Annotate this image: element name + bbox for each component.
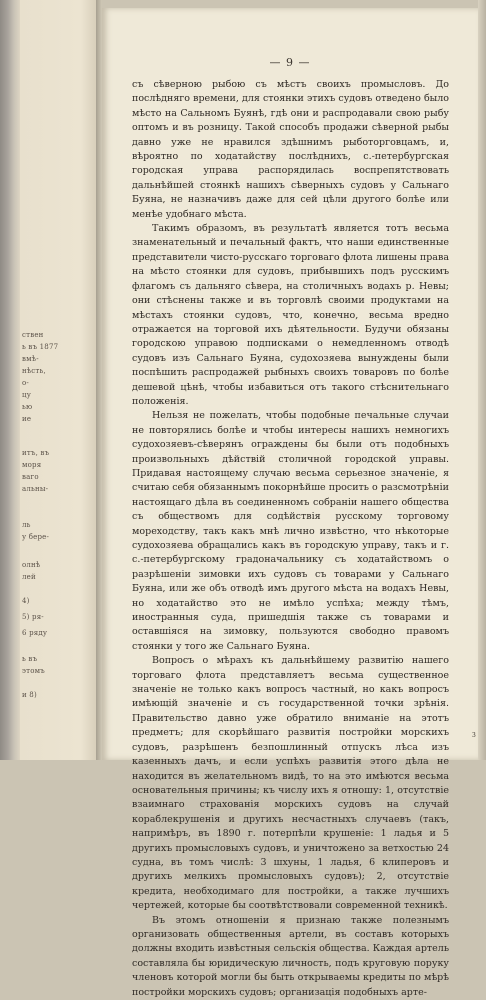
left-page-fragment: этомъ	[22, 667, 45, 675]
paragraph: съ сѣверною рыбою съ мѣстъ своихъ промысловъ. До послѣдняго времени, для стоянки этихъ судовъ отведено было мѣсто на Сальномъ Буянѣ, гдѣ они и распродавали свою рыбу оптомъ и въ розницу. Такой способъ продажи сѣверной рыбы давно уже не нравился здѣшнимъ рыботорговцамъ, и, вѣроятно по ходатайству послѣднихъ, с.-петербургская городская управа распорядилась воспрепятствовать дальнѣйшей стоянкѣ нашихъ сѣверныхъ судовъ у Сальнаго Буяна, не назначивъ даже для сей цѣли другого болѣе или менѣе удобнаго мѣста.	[132, 79, 449, 220]
left-page-fragment: ваго	[22, 473, 39, 481]
left-page-fragment: 5) ря-	[22, 613, 44, 621]
left-page-fragment: ью	[22, 403, 33, 411]
right-page-edge	[478, 0, 486, 760]
left-page-fragment: цу	[22, 391, 32, 399]
left-page-fragment: о-	[22, 379, 29, 387]
left-page-fragment: 4)	[22, 597, 30, 605]
paragraph: Вопросъ о мѣрахъ къ дальнѣйшему развитію нашего торговаго флота представляетъ весьма существенное значеніе не только какъ вопросъ частный, но какъ вопросъ имѣющій значеніе и съ государственной точки зрѣнія. Правительство давно уже обратило вниманіе на этотъ предметъ; для скорѣйшаго развитія постройки морскихъ судовъ, разрѣшенъ безпошлинный отпускъ лѣса изъ казенныхъ дачъ, и если успѣхъ развитія этого дѣла не находится въ желательномъ видѣ, то на это имѣются весьма основательныя причины; къ числу ихъ я отношу: 1, отсутствіе взаимнаго страхованія морскихъ судовъ на случай кораблекрушенія и другихъ несчастныхъ случаевъ (такъ, напримѣръ, въ 1890 г. потерпѣли крушеніе: 1 ладья и 5 другихъ промысловыхъ судовъ, и уничтожено за ветхостью 24 судна, въ томъ числѣ: 3 шхуны, 1 ладья, 6 клиперовъ и другихъ мелкихъ промысловыхъ судовъ); 2, отсутствіе кредита, необходимаго для постройки, а также лучшихъ чертежей, которые бы соотвѣтствовали современной техникѣ.	[132, 655, 449, 912]
paragraph: Такимъ образомъ, въ результатѣ является тотъ весьма знаменательный и печальный фактъ, что наши единственные представители чисто-русскаго торговаго флота лишены права на мѣсто стоянки для судовъ, прибывшихъ подъ русскимъ флагомъ съ дальняго сѣвера, на столичныхъ водахъ р. Невы; они стѣснены также и въ торговлѣ своими продуктами на мѣстахъ стоянки судовъ, что, конечно, весьма вредно отражается на торговой ихъ дѣятельности. Будучи обязаны городскою управою подписками о немедленномъ отводѣ судовъ изъ Сальнаго Буяна, судохозяева вынуждены были поспѣшить распродажей рыбныхъ своихъ товаровъ по болѣе дешевой цѣнѣ, чтобы избавиться отъ такого стѣснительнаго положенія.	[132, 223, 449, 407]
body-text	[132, 78, 449, 1000]
paragraph: Въ этомъ отношеніи я признаю также полезнымъ организовать общественныя артели, въ составъ которыхъ должны входить извѣстныя сельскія общества. Каждая артель составляла бы юридическую личность, подъ круговую поруку членовъ которой могли бы быть открываемы кредиты по мѣрѣ постройки морскихъ судовъ; организація подобныхъ арте-	[132, 914, 449, 998]
left-page-fragment: нѣсть,	[22, 367, 46, 375]
left-page-fragment: ствен	[22, 331, 44, 339]
left-page-fragment: ь въ	[22, 655, 38, 663]
book-binding	[0, 0, 20, 760]
left-page-fragment: моря	[22, 461, 42, 469]
left-page-fragment: олнѣ	[22, 561, 41, 569]
left-page-fragment: итъ, въ	[22, 449, 50, 457]
page-number: — 9 —	[269, 56, 311, 69]
signature-mark: 3	[472, 732, 476, 739]
left-page-fragment: ль	[22, 521, 31, 529]
left-page-fragment: и 8)	[22, 691, 37, 699]
left-page-fragment: ие	[22, 415, 32, 423]
paragraph: Нельзя не пожелать, чтобы подобные печальные случаи не повторялись болѣе и чтобы интересы нашихъ немногихъ судохозяевъ-сѣверянъ ограждены бы были отъ подобныхъ произвольныхъ дѣйствій столичной городской управы. Придавая настоящему случаю весьма серьезное значеніе, я считаю себя обязаннымъ покорнѣйше просить о разсмотрѣніи настоящаго дѣла въ соединенномъ собраніи нашего общества съ обществомъ для содѣйствія русскому торговому мореходству, такъ какъ мнѣ лично извѣстно, что нѣкоторые судохозяева обращались какъ въ городскую управу, такъ и г. с.-петербургскому градоначальнику съ ходатайствомъ о разрѣшеніи зимовки ихъ судовъ съ товарами у Сальнаго Буяна, или же объ отводѣ имъ другого мѣста на водахъ Невы, но ходатайство это не имѣло успѣха; между тѣмъ, иностранныя суда, пришедшія также съ товарами и оставшіяся на зимовку, пользуются свободно правомъ стоянки у того же Сальнаго Буяна.	[132, 410, 449, 652]
left-page-fragment: альны-	[22, 485, 49, 493]
left-page-edge	[20, 0, 96, 760]
left-page-fragment: ь въ 1877	[22, 343, 59, 351]
left-page-fragment: лей	[22, 573, 36, 581]
left-page-fragment: 6 ряду	[22, 629, 48, 637]
left-page-fragment: вмѣ-	[22, 355, 39, 363]
document-page	[102, 8, 478, 998]
left-page-fragment: у бере-	[22, 533, 50, 541]
